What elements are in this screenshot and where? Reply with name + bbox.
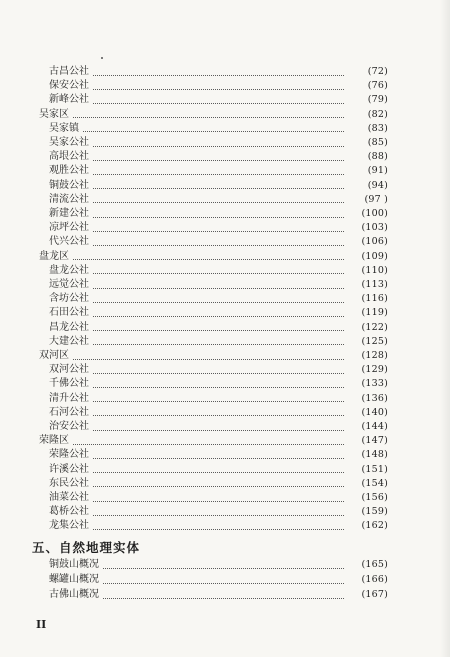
toc-entry-page-number: (151) bbox=[361, 463, 388, 475]
dot-leader bbox=[93, 430, 344, 431]
toc-entry-page-number: (72) bbox=[367, 66, 388, 77]
toc-entry-page-number: (82) bbox=[367, 108, 388, 120]
toc-entry-page-number: (166) bbox=[361, 574, 388, 585]
toc-entry bbox=[49, 207, 388, 221]
toc-entry-page-number: (128) bbox=[361, 350, 388, 361]
toc-entry-label: 盘龙公社 bbox=[49, 264, 89, 276]
toc-entry bbox=[49, 392, 388, 406]
toc-entry-page-number: (85) bbox=[367, 137, 388, 148]
toc-entry bbox=[49, 505, 388, 519]
dot-leader bbox=[93, 387, 344, 388]
toc-entry bbox=[49, 558, 388, 572]
toc-entry bbox=[49, 221, 388, 235]
dot-leader bbox=[93, 472, 344, 473]
toc-entry bbox=[49, 406, 388, 420]
toc-entry-label: 清升公社 bbox=[49, 392, 89, 404]
toc-entry bbox=[49, 278, 388, 292]
toc-entry-page-number: (110) bbox=[361, 264, 388, 276]
dot-leader bbox=[93, 344, 344, 345]
toc-entry-page-number: (109) bbox=[361, 250, 388, 262]
toc-district-entry bbox=[39, 108, 388, 122]
toc-entry-label: 双河公社 bbox=[49, 364, 89, 376]
toc-entry bbox=[49, 491, 388, 505]
toc-entry bbox=[49, 377, 388, 391]
toc-entry-page-number: (103) bbox=[361, 222, 388, 234]
page-number: II bbox=[36, 618, 47, 631]
dot-leader bbox=[93, 89, 344, 90]
toc-entry-page-number: (119) bbox=[361, 307, 388, 319]
toc-entry-page-number: (83) bbox=[367, 122, 388, 134]
toc-entry-label: 许溪公社 bbox=[49, 463, 89, 475]
toc-entry bbox=[49, 264, 388, 278]
toc-entry-label: 铜鼓山概况 bbox=[49, 559, 99, 570]
toc-entry bbox=[49, 573, 388, 587]
toc-entry-label: 保安公社 bbox=[49, 80, 89, 92]
toc-entry bbox=[49, 93, 388, 107]
toc-entry bbox=[49, 150, 388, 164]
toc-entry-label: 新建公社 bbox=[49, 208, 89, 219]
toc-entry bbox=[49, 463, 388, 477]
toc-entry-label: 石河公社 bbox=[49, 406, 89, 418]
dot-leader bbox=[93, 174, 344, 175]
toc-entry-label: 观胜公社 bbox=[49, 165, 89, 177]
toc-entry-page-number: (140) bbox=[361, 406, 388, 418]
toc-entry-page-number: (79) bbox=[367, 94, 388, 106]
toc-entry-label: 吴家镇 bbox=[49, 122, 79, 134]
toc-entry-page-number: (162) bbox=[361, 520, 388, 532]
dot-leader bbox=[83, 131, 344, 132]
toc-entry bbox=[49, 420, 388, 434]
toc-entry bbox=[49, 164, 388, 178]
dot-leader bbox=[103, 583, 344, 584]
toc-entry-page-number: (167) bbox=[361, 589, 388, 600]
toc-entry-label: 治安公社 bbox=[49, 421, 89, 432]
toc-entry-label: 东民公社 bbox=[49, 477, 89, 489]
toc-district-entry bbox=[39, 349, 388, 363]
toc-entry-page-number: (159) bbox=[361, 506, 388, 518]
dot-leader bbox=[93, 160, 344, 161]
dot-leader bbox=[93, 330, 344, 331]
toc-entry-label: 铜鼓公社 bbox=[49, 179, 89, 191]
toc-district-entry bbox=[39, 250, 388, 264]
dot-leader bbox=[93, 245, 344, 246]
toc-entry-page-number: (97 ) bbox=[364, 193, 388, 205]
scan-speck bbox=[101, 57, 103, 59]
dot-leader bbox=[93, 316, 344, 317]
toc-entry-page-number: (122) bbox=[361, 321, 388, 333]
toc-entry bbox=[49, 477, 388, 491]
toc-entry bbox=[49, 79, 388, 93]
dot-leader bbox=[73, 117, 344, 118]
toc-entry-page-number: (125) bbox=[361, 335, 388, 347]
toc-entry-page-number: (136) bbox=[361, 392, 388, 404]
toc-entry bbox=[49, 292, 388, 306]
dot-leader bbox=[93, 401, 344, 402]
dot-leader bbox=[73, 259, 344, 260]
toc-entry-label: 荣隆区 bbox=[39, 435, 69, 447]
dot-leader bbox=[93, 302, 344, 303]
toc-entry bbox=[49, 65, 388, 79]
toc-entry bbox=[49, 335, 388, 349]
dot-leader bbox=[93, 75, 344, 76]
toc-entry-label: 凉坪公社 bbox=[49, 222, 89, 234]
dot-leader bbox=[93, 231, 344, 232]
dot-leader bbox=[103, 598, 344, 599]
toc-entry-label: 清流公社 bbox=[49, 193, 89, 205]
toc-entry-page-number: (147) bbox=[361, 435, 388, 447]
toc-entry-label: 石田公社 bbox=[49, 307, 89, 319]
toc-entry-page-number: (148) bbox=[361, 449, 388, 461]
toc-entry-page-number: (165) bbox=[361, 559, 388, 570]
toc-district-entry bbox=[39, 434, 388, 448]
toc-entry-label: 千佛公社 bbox=[49, 378, 89, 390]
toc-entry-label: 双河区 bbox=[39, 350, 69, 361]
toc-entry-label: 葛桥公社 bbox=[49, 506, 89, 518]
dot-leader bbox=[93, 515, 344, 516]
toc-entry bbox=[49, 179, 388, 193]
dot-leader bbox=[93, 103, 344, 104]
toc-entry-label: 含坊公社 bbox=[49, 293, 89, 305]
toc-entry-label: 古佛山概况 bbox=[49, 589, 99, 600]
dot-leader bbox=[73, 444, 344, 445]
toc-entry bbox=[49, 321, 388, 335]
toc-entry-page-number: (88) bbox=[367, 151, 388, 163]
toc-entry bbox=[49, 136, 388, 150]
toc-entry bbox=[49, 235, 388, 249]
dot-leader bbox=[93, 217, 344, 218]
dot-leader bbox=[93, 188, 344, 189]
toc-entry-page-number: (116) bbox=[361, 293, 388, 305]
toc-entry-label: 荣隆公社 bbox=[49, 449, 89, 461]
dot-leader bbox=[93, 529, 344, 530]
dot-leader bbox=[93, 202, 344, 203]
toc-entry-page-number: (100) bbox=[361, 208, 388, 219]
section-heading: 五、自然地理实体 bbox=[32, 540, 141, 555]
toc-entry-page-number: (154) bbox=[361, 477, 388, 489]
toc-entry bbox=[49, 363, 388, 377]
toc-entry-page-number: (129) bbox=[361, 364, 388, 376]
toc-entry-page-number: (91) bbox=[367, 165, 388, 177]
toc-entry-label: 龙集公社 bbox=[49, 520, 89, 532]
toc-entry-label: 新峰公社 bbox=[49, 94, 89, 106]
dot-leader bbox=[93, 501, 344, 502]
toc-entry bbox=[49, 306, 388, 320]
toc-entry-label: 油菜公社 bbox=[49, 492, 89, 503]
dot-leader bbox=[93, 415, 344, 416]
toc-entry-page-number: (144) bbox=[361, 421, 388, 432]
dot-leader bbox=[93, 273, 344, 274]
toc-entry-label: 古昌公社 bbox=[49, 66, 89, 77]
toc-entry-label: 代兴公社 bbox=[49, 236, 89, 248]
toc-entry-page-number: (76) bbox=[367, 80, 388, 92]
toc-entry-page-number: (113) bbox=[361, 279, 388, 290]
toc-entry-label: 吴家公社 bbox=[49, 137, 89, 148]
toc-entry bbox=[49, 588, 388, 602]
toc-entry bbox=[49, 193, 388, 207]
dot-leader bbox=[93, 486, 344, 487]
dot-leader bbox=[93, 146, 344, 147]
toc-entry-page-number: (133) bbox=[361, 378, 388, 390]
toc-entry-label: 螺罐山概况 bbox=[49, 574, 99, 585]
toc-entry bbox=[49, 122, 388, 136]
dot-leader bbox=[103, 568, 344, 569]
dot-leader bbox=[73, 359, 344, 360]
toc-entry-page-number: (156) bbox=[361, 492, 388, 503]
toc-entry-label: 大建公社 bbox=[49, 335, 89, 347]
toc-entry-label: 盘龙区 bbox=[39, 250, 69, 262]
dot-leader bbox=[93, 373, 344, 374]
toc-entry-page-number: (106) bbox=[361, 236, 388, 248]
toc-entry-label: 吴家区 bbox=[39, 108, 69, 120]
toc-entry bbox=[49, 519, 388, 533]
dot-leader bbox=[93, 288, 344, 289]
toc-entry-label: 远觉公社 bbox=[49, 279, 89, 290]
toc-entry-label: 高垠公社 bbox=[49, 151, 89, 163]
toc-entry-label: 昌龙公社 bbox=[49, 321, 89, 333]
toc-entry-page-number: (94) bbox=[367, 179, 388, 191]
dot-leader bbox=[93, 458, 344, 459]
toc-entry bbox=[49, 448, 388, 462]
